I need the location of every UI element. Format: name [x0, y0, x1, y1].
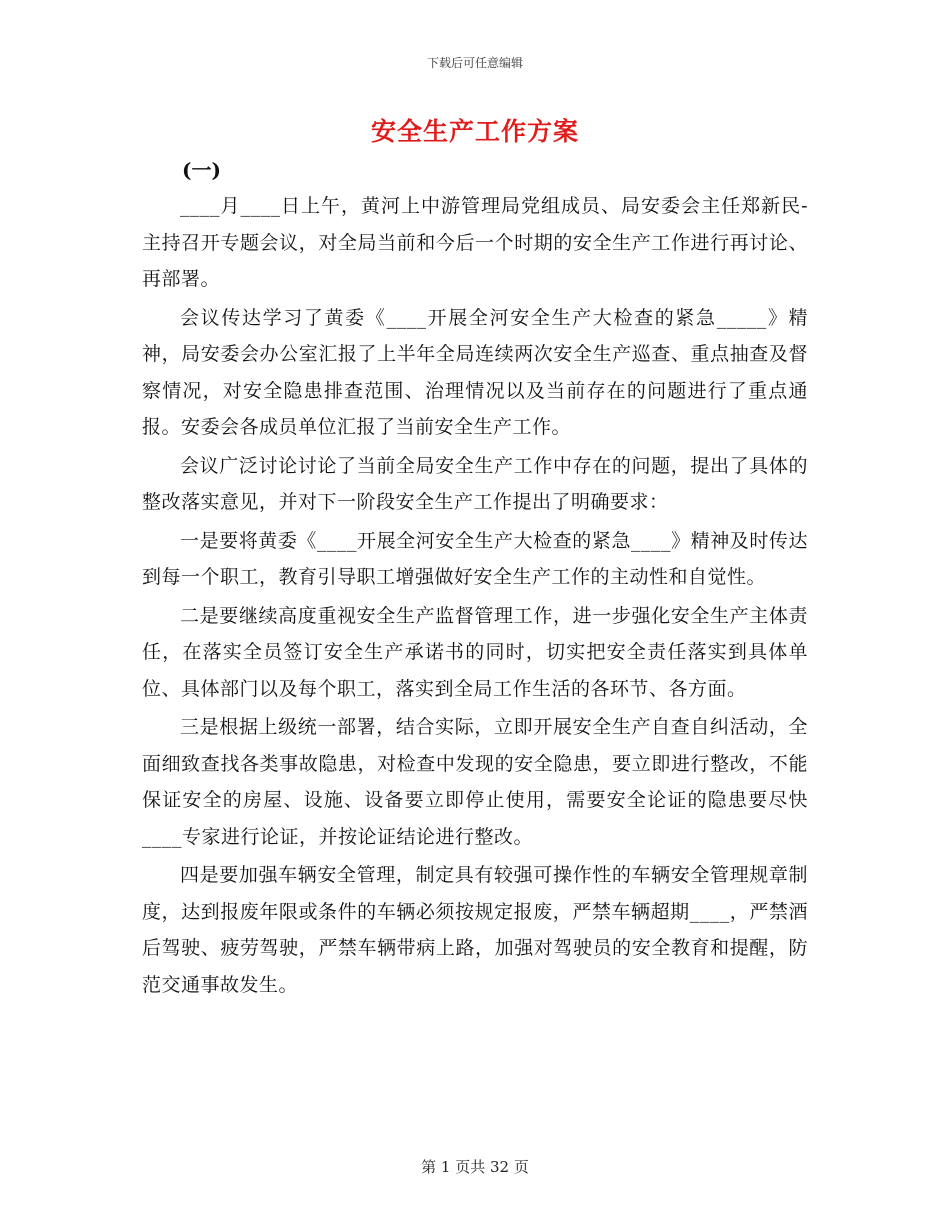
- paragraph-requirement-1: 一是要将黄委《____开展全河安全生产大检查的紧急____》精神及时传达到每一个职工，教育引导职工增强做好安全生产工作的主动性和自觉性。: [142, 529, 808, 588]
- paragraph-meeting-discussion: 会议广泛讨论讨论了当前全局安全生产工作中存在的问题，提出了具体的整改落实意见，并对下一阶段安全生产工作提出了明确要求：: [142, 454, 808, 513]
- paragraph-requirement-2: 二是要继续高度重视安全生产监督管理工作，进一步强化安全生产主体责任，在落实全员签订安全生产承诺书的同时，切实把安全责任落实到具体单位、具体部门以及每个职工，落实到全局工作生活的各环节、各方面。: [142, 604, 808, 700]
- page-number-footer: 第 1 页共 32 页: [421, 1158, 529, 1176]
- paragraph-requirement-4: 四是要加强车辆安全管理，制定具有较强可操作性的车辆安全管理规章制度，达到报废年限或条件的车辆必须按规定报废，严禁车辆超期____，严禁酒后驾驶、疲劳驾驶，严禁车辆带病上路，加强对驾驶员的安全教育和提醒，防范交通事故发生。: [142, 864, 808, 996]
- paragraph-meeting-study: 会议传达学习了黄委《____开展全河安全生产大检查的紧急_____》精神，局安委会办公室汇报了上半年全局连续两次安全生产巡查、重点抽查及督察情况，对安全隐患排查范围、治理情况以及当前存在的问题进行了重点通报。安委会各成员单位汇报了当前安全生产工作。: [142, 306, 808, 438]
- paragraph-meeting-intro: ____月____日上午，黄河上中游管理局党组成员、局安委会主任郑新民-主持召开专题会议，对全局当前和今后一个时期的安全生产工作进行再讨论、再部署。: [142, 195, 808, 290]
- document-title: 安全生产工作方案: [370, 117, 579, 146]
- paragraph-requirement-3: 三是根据上级统一部署，结合实际，立即开展安全生产自查自纠活动，全面细致查找各类事故隐患，对检查中发现的安全隐患，要立即进行整改，不能保证安全的房屋、设施、设备要立即停止使用，需要安全论证的隐患要尽快____专家进行论证，并按论证结论进行整改。: [142, 716, 808, 848]
- page-header-note: 下载后可任意编辑: [426, 56, 523, 70]
- document-body: [142, 152, 808, 1005]
- section-label: (一): [182, 158, 221, 182]
